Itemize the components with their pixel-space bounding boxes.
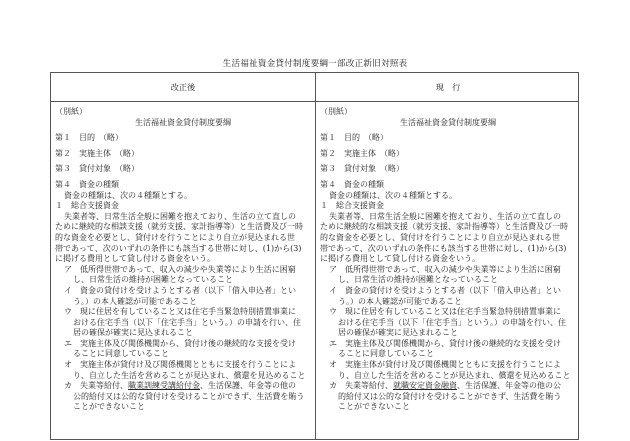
revised-column [55,107,311,439]
condition-i: イ 資金の貸付けを受けようとする者（以下「借入申込者」とい [329,285,561,295]
article-2: 第２ 実施主体 （略） [55,148,139,158]
paragraph-line: 失業者等、日常生活全般に困難を抱えており、生活の立て直しの [329,211,561,221]
condition-u-cont: 居の確保が確実に見込まれること [73,328,193,338]
article-2: 第２ 実施主体 （略） [320,148,404,158]
sub-item-1: １ 総合支援資金 [55,201,119,211]
article-4-intro: 資金の種類は、次の４種類とする。 [64,190,192,200]
paragraph-line: に掲げる費用として貸し付ける資金をいう。 [55,254,215,264]
condition-ka-cont: 的給付又は公的な貸付けを受けることができず、生活費を賄う [338,391,562,401]
article-4: 第４ 資金の種類 [55,179,119,189]
condition-o: オ 実施主体が貸付け及び関係機関とともに支援を行うことによ [64,360,296,370]
comparison-table [50,72,579,440]
condition-i: イ 資金の貸付けを受けようとする者（以下「借入申込者」とい [64,285,296,295]
condition-o-cont: り、自立した生活を営めることが見込まれ、償還を見込めること [338,370,571,380]
condition-ka [55,381,311,392]
condition-ka-prefix: カ 失業等給付、 [64,381,128,391]
condition-e-cont: ることに同意していること [338,349,434,359]
condition-a: ア 低所得世帯であって、収入の減少や失業等により生活に困窮 [329,264,561,274]
article-4-intro: 資金の種類は、次の４種類とする。 [329,190,457,200]
condition-ka [320,381,576,392]
article-3: 第３ 貸付対象 （略） [55,164,139,174]
condition-e-cont: ることに同意していること [73,349,169,359]
section-subtitle: 生活福祉資金貸付制度要綱 [400,117,496,127]
paragraph-line: 帯であって、次のいずれの条件にも該当する世帯に対し、(1)から(3) [55,243,302,253]
paragraph-line: ために継続的な相談支援（就労支援、家計指導等）と生活費及び一時 [320,222,568,232]
condition-e: エ 実施主体及び関係機関から、貸付け後の継続的な支援を受け [329,338,561,348]
condition-u: ウ 現に住居を有していること又は住宅手当緊急特別措置事業に [329,307,561,317]
changed-text-underlined: 職業訓練受講給付金 [128,381,200,391]
article-1: 第１ 目的 （略） [320,133,388,143]
paragraph-line: 的な資金を必要とし、貸付けを行うことにより自立が見込まれる世 [320,232,560,242]
paragraph-line: 的な資金を必要とし、貸付けを行うことにより自立が見込まれる世 [55,232,295,242]
section-subtitle: 生活福祉資金貸付制度要綱 [135,117,231,127]
changed-text-underlined: 就職安定資金融資 [393,381,457,391]
condition-a-cont: し、日常生活の維持が困難となっていること [73,275,233,285]
condition-ka-cont: ことができないこと [338,402,410,412]
current-column [320,107,576,439]
condition-u-cont: おける住宅手当（以下「住宅手当」という。）の申請を行い、住 [73,317,301,327]
appendix-label: （別紙） [320,107,352,116]
sub-item-1: １ 総合支援資金 [320,201,384,211]
condition-e: エ 実施主体及び関係機関から、貸付け後の継続的な支援を受け [64,338,296,348]
condition-o-cont: り、自立した生活を営めることが見込まれ、償還を見込めること [73,370,306,380]
condition-a: ア 低所得世帯であって、収入の減少や失業等により生活に困窮 [64,264,296,274]
paragraph-line: 帯であって、次のいずれの条件にも該当する世帯に対し、(1)から(3) [320,243,567,253]
condition-ka-suffix: 、生活保護、年金等の他の公 [457,381,561,391]
appendix-label: （別紙） [55,107,87,116]
condition-u: ウ 現に住居を有していること又は住宅手当緊急特別措置事業に [64,307,296,317]
condition-u-cont: 居の確保が確実に見込まれること [338,328,458,338]
paragraph-line: 失業者等、日常生活全般に困難を抱えており、生活の立て直しの [64,211,296,221]
document-title: 生活福祉資金貸付制度要綱一部改正新旧対照表 [222,59,408,69]
article-1: 第１ 目的 （略） [55,133,123,143]
condition-ka-cont: ことができないこと [73,402,145,412]
article-4: 第４ 資金の種類 [320,179,384,189]
condition-ka-suffix: 、生活保護、年金等の他の [200,381,296,391]
condition-i-cont: う。）の本人確認が可能であること [73,296,197,306]
condition-a-cont: し、日常生活の維持が困難となっていること [338,275,498,285]
paragraph-line: に掲げる費用として貸し付ける資金をいう。 [320,254,480,264]
condition-i-cont: う。）の本人確認が可能であること [338,296,462,306]
condition-u-cont: おける住宅手当（以下「住宅手当」という。）の申請を行い、住 [338,317,566,327]
column-divider [315,73,316,439]
condition-ka-prefix: カ 失業等給付、 [329,381,393,391]
condition-o: オ 実施主体が貸付け及び関係機関とともに支援を行うことによ [329,360,561,370]
condition-ka-cont: 公的給付又は公的な貸付けを受けることができず、生活費を賄う [73,391,305,401]
article-3: 第３ 貸付対象 （略） [320,164,404,174]
header-revised: 改正後 [170,82,196,92]
paragraph-line: ために継続的な相談支援（就労支援、家計指導等）と生活費及び一時 [55,222,303,232]
header-current: 現 行 [435,82,461,92]
